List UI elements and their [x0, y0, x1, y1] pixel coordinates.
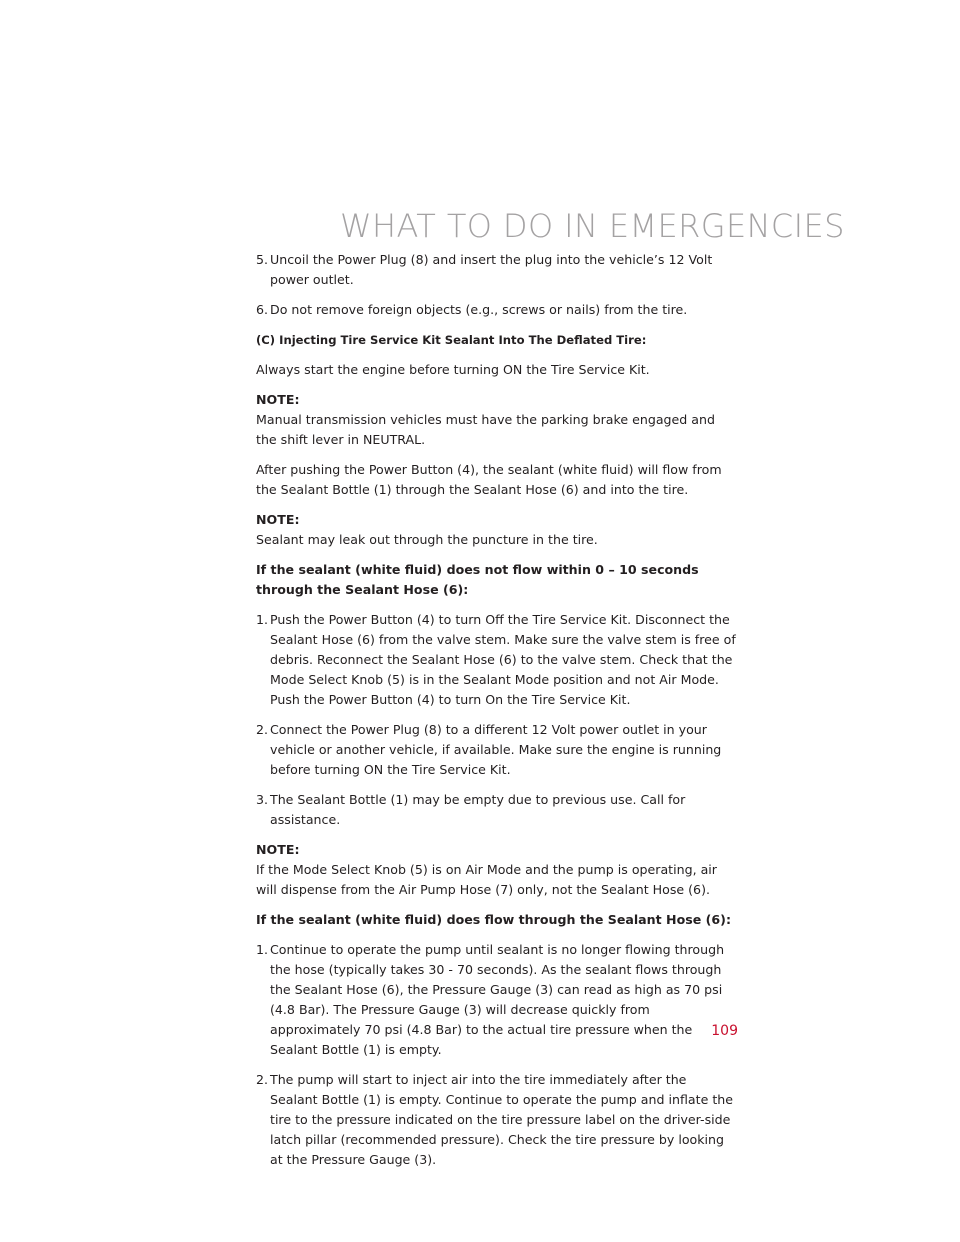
note-block [256, 840, 738, 900]
list-item [256, 1070, 738, 1170]
if-flow-heading: If the sealant (white fluid) does flow through the Sealant Hose (6): [256, 912, 731, 927]
list-item [256, 720, 738, 780]
item-number: 5. [256, 252, 269, 267]
item-text: Connect the Power Plug (8) to a different 12 Volt power outlet in your vehicle or another vehicle, if available. Make sure the engine is running before turning ON the Tire Service Kit. [270, 722, 722, 777]
note-label: NOTE: [256, 842, 300, 857]
page-body [256, 250, 738, 1180]
item-text: Do not remove foreign objects (e.g., screws or nails) from the tire. [270, 302, 688, 317]
list-item [256, 250, 738, 290]
item-number: 2. [256, 1072, 269, 1087]
note-text: Sealant may leak out through the puncture in the tire. [256, 532, 598, 547]
section-title: WHAT TO DO IN EMERGENCIES [340, 207, 845, 245]
item-text: Continue to operate the pump until sealant is no longer flowing through the hose (typically takes 30 - 70 seconds). As the sealant flows through the Sealant Hose (6), the Pressure Gauge (3) can read as high as 70 psi (4.8 Bar). The Pressure Gauge (3) will decrease quickly from approximately 70 psi (4.8 Bar) to the actual tire pressure when the Sealant Bottle (1) is empty. [270, 942, 725, 1057]
item-text: Push the Power Button (4) to turn Off the Tire Service Kit. Disconnect the Sealant Hose (6) from the valve stem. Make sure the valve stem is free of debris. Reconnect the Sealant Hose (6) to the valve stem. Check that the Mode Select Knob (5) is in the Sealant Mode position and not Air Mode. Push the Power Button (4) to turn On the Tire Service Kit. [270, 612, 736, 707]
note-label: NOTE: [256, 512, 300, 527]
item-text: The pump will start to inject air into the tire immediately after the Sealant Bottle (1) is empty. Continue to operate the pump and inflate the tire to the pressure indicated on the tire pressure label on the driver-side latch pillar (recommended pressure). Check the tire pressure by looking at the Pressure Gauge (3). [270, 1072, 733, 1167]
item-text: The Sealant Bottle (1) may be empty due to previous use. Call for assistance. [270, 792, 686, 827]
subheading: (C) Injecting Tire Service Kit Sealant Into The Deflated Tire: [256, 333, 647, 347]
note-label: NOTE: [256, 392, 300, 407]
note-block [256, 390, 738, 450]
item-number: 6. [256, 302, 269, 317]
if-not-flow-heading: If the sealant (white fluid) does not flow within 0 – 10 seconds through the Sealant Hose (6): [256, 562, 699, 597]
item-number: 1. [256, 612, 269, 627]
item-text: Uncoil the Power Plug (8) and insert the plug into the vehicle’s 12 Volt power outlet. [270, 252, 713, 287]
list-item [256, 300, 738, 320]
note-text: If the Mode Select Knob (5) is on Air Mode and the pump is operating, air will dispense from the Air Pump Hose (7) only, not the Sealant Hose (6). [256, 862, 717, 897]
note-text: Manual transmission vehicles must have the parking brake engaged and the shift lever in NEUTRAL. [256, 412, 715, 447]
list-item [256, 940, 738, 1060]
paragraph-start-engine: Always start the engine before turning ON the Tire Service Kit. [256, 362, 650, 377]
list-item [256, 610, 738, 710]
item-number: 2. [256, 722, 269, 737]
item-number: 3. [256, 792, 269, 807]
note-block [256, 510, 738, 550]
paragraph-after-pushing: After pushing the Power Button (4), the sealant (white fluid) will flow from the Sealant Bottle (1) through the Sealant Hose (6) and into the tire. [256, 462, 722, 497]
list-item [256, 790, 738, 830]
page-number: 109 [711, 1023, 738, 1039]
item-number: 1. [256, 942, 269, 957]
